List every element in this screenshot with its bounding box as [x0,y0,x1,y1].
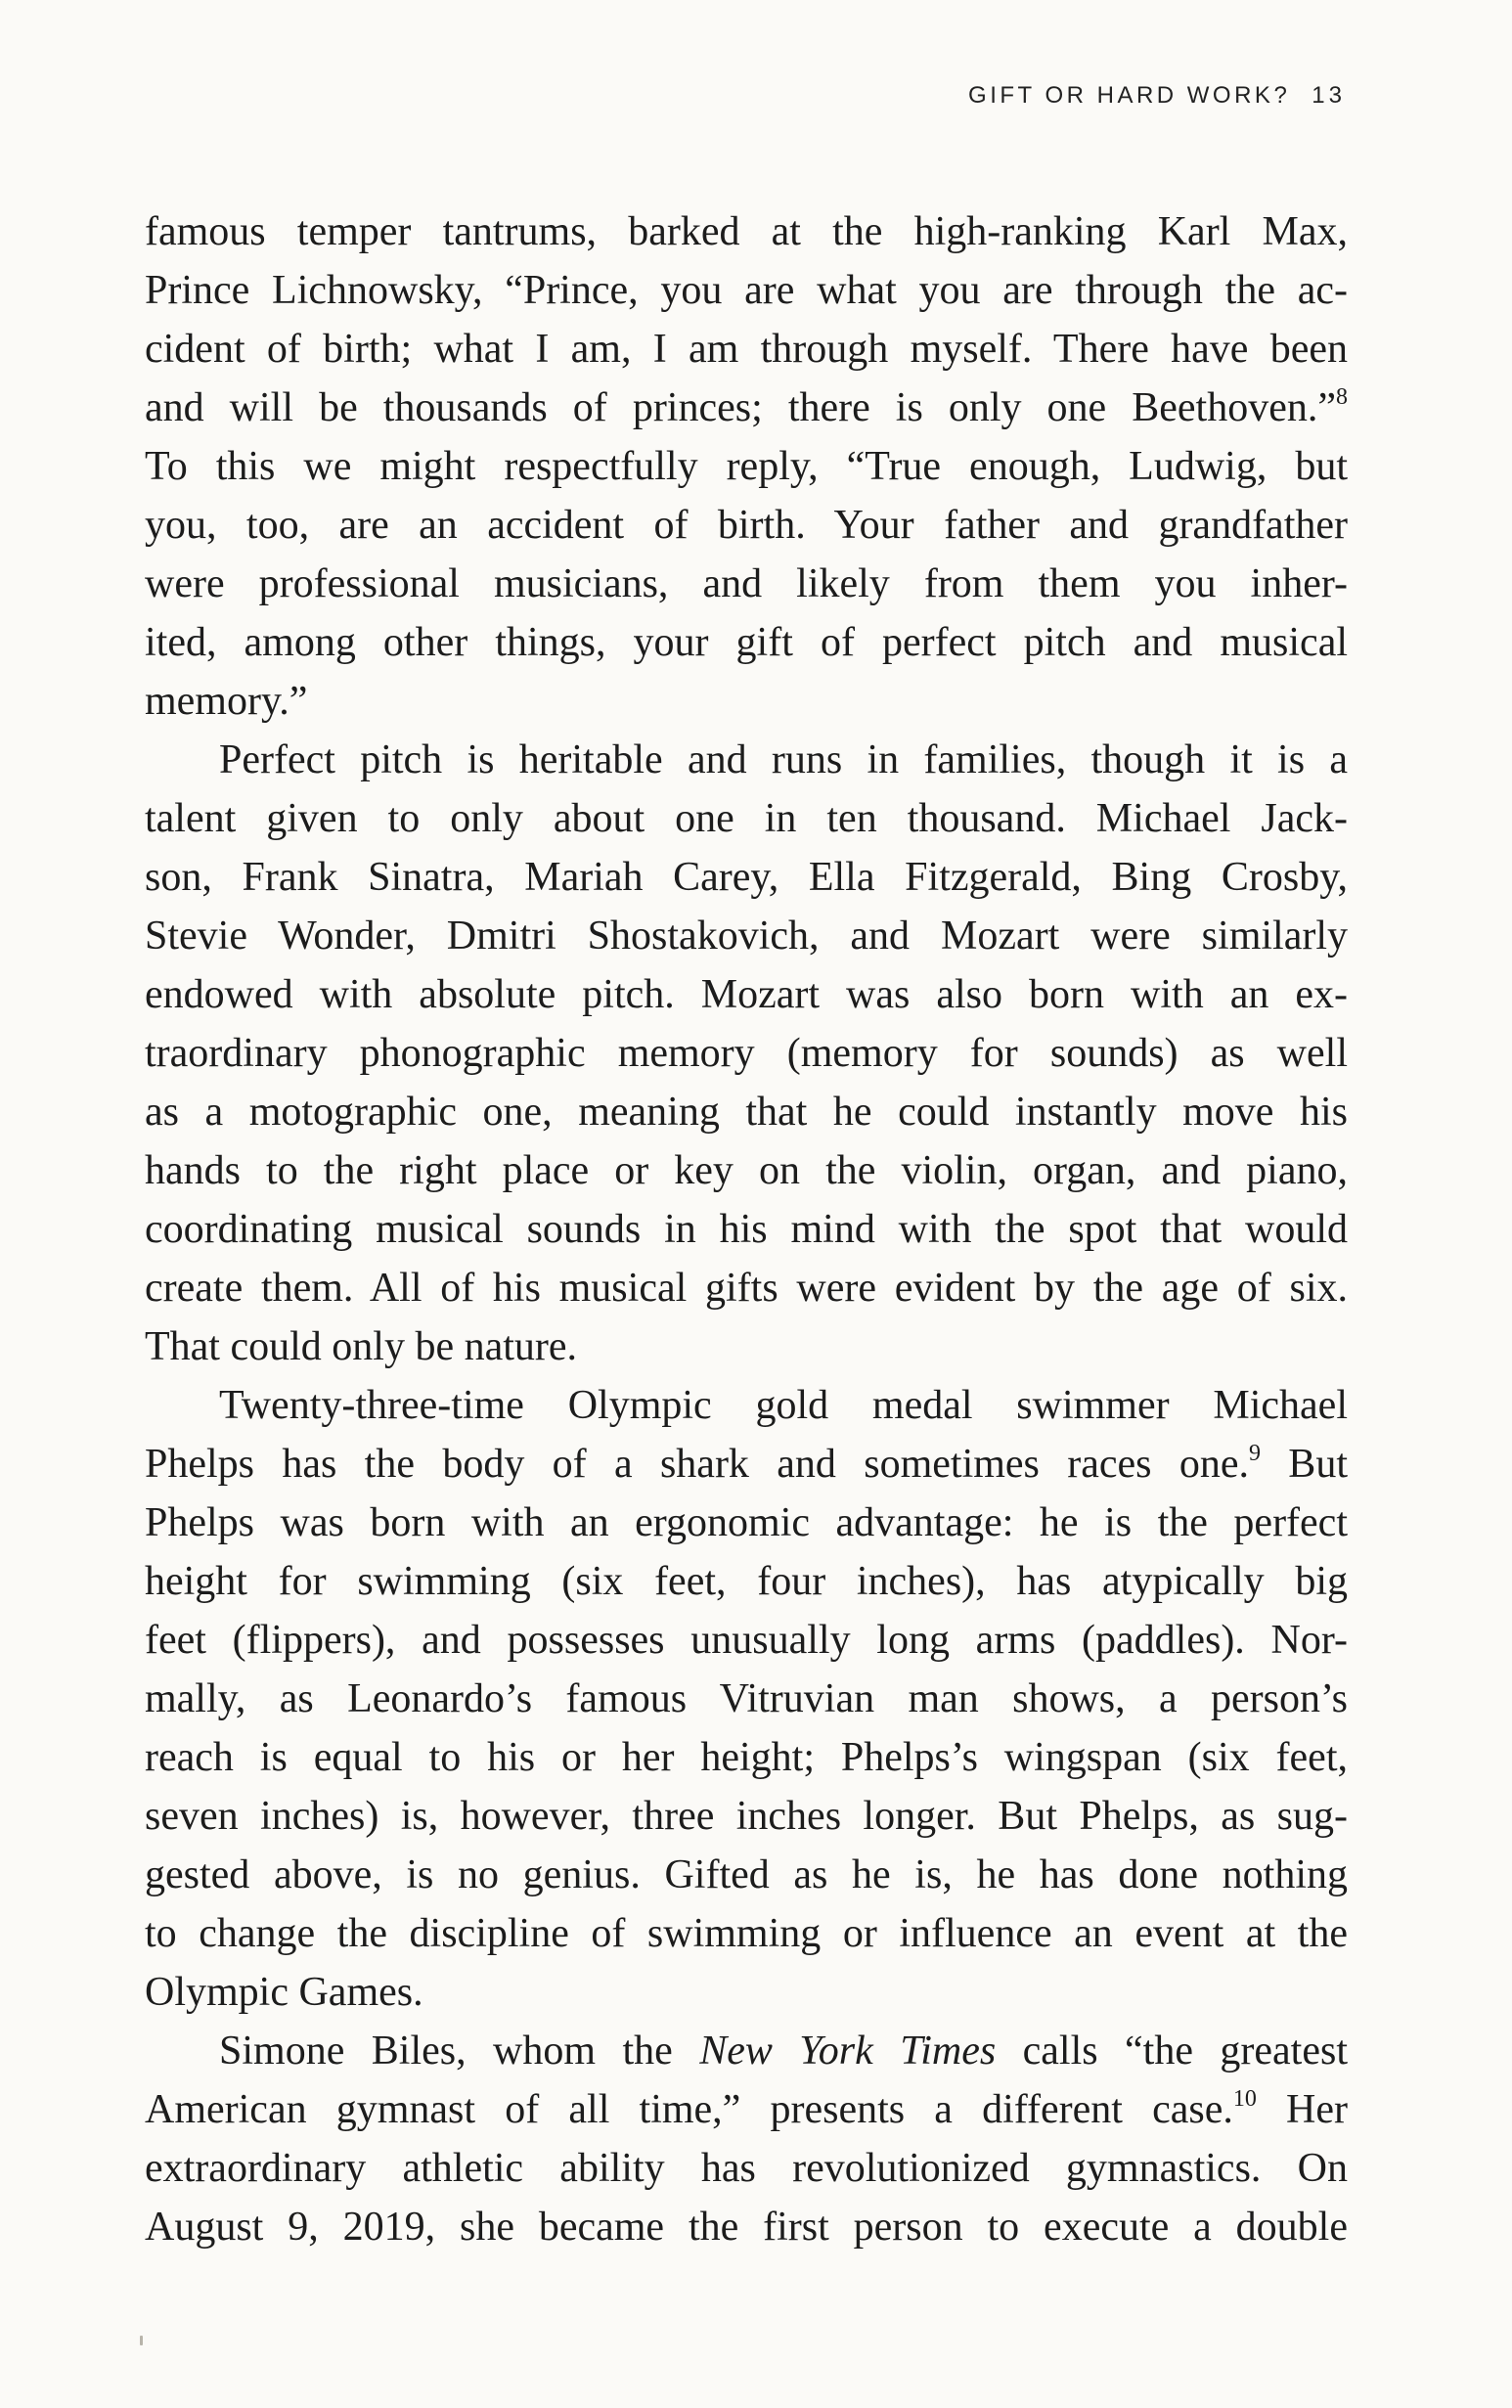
text-line: Twenty-three-time Olympic gold medal swimmer Michael [219,1383,1348,1428]
text-line: coordinating musical sounds in his mind with the spot that would [145,1207,1348,1252]
publication-title: New York Times [699,2029,997,2074]
text-line: you, too, are an accident of birth. Your father and grandfather [145,503,1348,548]
text-line: hands to the right place or key on the violin, organ, and piano, [145,1148,1348,1193]
text-line: endowed with absolute pitch. Mozart was also born with an ex- [145,972,1348,1017]
text-line: Phelps has the body of a shark and sometimes races one.$^9$ But [145,1441,1348,1487]
endnote-ref-8: 8 [1336,384,1348,410]
text-line: were professional musicians, and likely from them you inher- [145,561,1348,606]
text-line: That could only be nature. [145,1324,578,1369]
text-line: famous temper tantrums, barked at the high-ranking Karl Max, [145,209,1348,254]
text-line: extraordinary athletic ability has revolutionized gymnastics. On [145,2146,1348,2191]
page-number: 13 [1312,82,1346,109]
text-line: Stevie Wonder, Dmitri Shostakovich, and Mozart were similarly [145,914,1348,959]
chapter-title: GIFT OR HARD WORK? [968,82,1291,109]
text-line: August 9, 2019, she became the first person to execute a double [145,2205,1348,2250]
text-line: seven inches) is, however, three inches longer. But Phelps, as sug- [145,1794,1348,1839]
text-line: Perfect pitch is heritable and runs in families, though it is a [219,737,1348,782]
text-line: talent given to only about one in ten thousand. Michael Jack- [145,796,1348,841]
text-line: to change the discipline of swimming or influence an event at the [145,1911,1348,1956]
text-line: Simone Biles, whom the New York Times calls “the greatest [219,2029,1348,2074]
text-line: American gymnast of all time,” presents a different case.$^{10}$ Her [145,2086,1348,2132]
text-line: ited, among other things, your gift of perfect pitch and musical [145,620,1348,665]
text-line: Phelps was born with an ergonomic advantage: he is the perfect [145,1500,1348,1545]
text-line: mally, as Leonardo’s famous Vitruvian man shows, a person’s [145,1676,1348,1721]
endnote-ref-9: 9 [1248,1441,1261,1466]
text-line: height for swimming (six feet, four inches), has atypically big [145,1559,1348,1604]
scan-speck [140,2336,143,2345]
text-line: as a motographic one, meaning that he could instantly move his [145,1090,1348,1135]
text-line: traordinary phonographic memory (memory for sounds) as well [145,1031,1348,1076]
text-line: son, Frank Sinatra, Mariah Carey, Ella Fitzgerald, Bing Crosby, [145,855,1348,900]
text-line: Olympic Games. [145,1970,423,2015]
text-line: gested above, is no genius. Gifted as he is, he has done nothing [145,1852,1348,1897]
text-line: reach is equal to his or her height; Phelps’s wingspan (six feet, [145,1735,1348,1780]
text-line: To this we might respectfully reply, “True enough, Ludwig, but [145,444,1348,489]
text-line: and will be thousands of princes; there is only one Beethoven.”$^8$ [145,384,1348,430]
body-text [145,202,1348,2256]
text-line: feet (flippers), and possesses unusually long arms (paddles). Nor- [145,1618,1348,1663]
text-line: Prince Lichnowsky, “Prince, you are what you are through the ac- [145,268,1348,313]
text-line: cident of birth; what I am, I am through myself. There have been [145,327,1348,372]
text-line: create them. All of his musical gifts were evident by the age of six. [145,1266,1348,1311]
endnote-ref-10: 10 [1232,2086,1257,2112]
text-line: memory.” [145,679,308,724]
running-head [968,82,1346,110]
